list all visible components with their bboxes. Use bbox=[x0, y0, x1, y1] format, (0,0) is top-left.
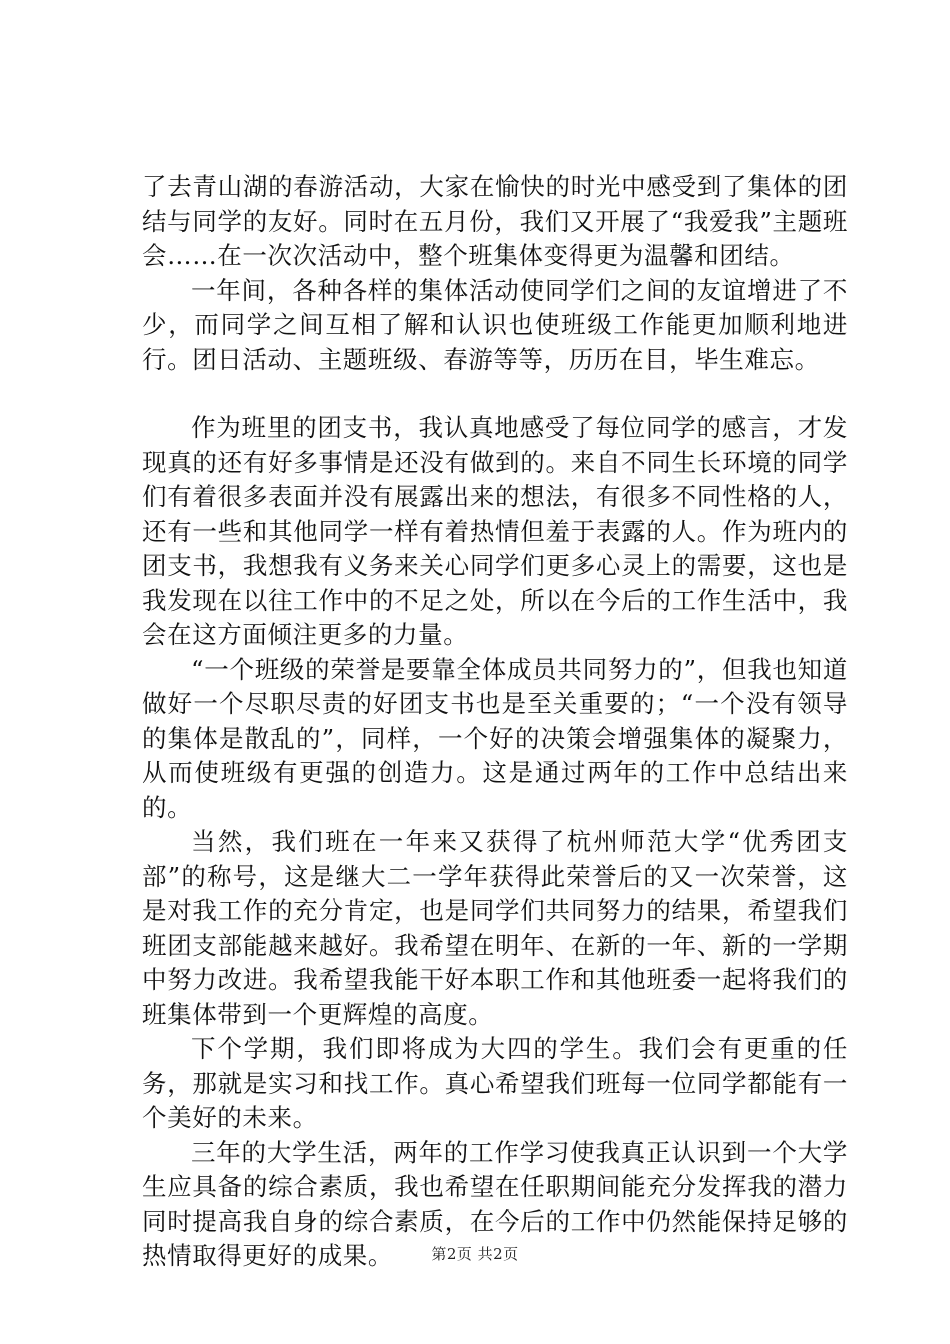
paragraph: 一年间，各种各样的集体活动使同学们之间的友谊增进了不少，而同学之间互相了解和认识也使班级工作能更加顺利地进行。团日活动、主题班级、春游等等，历历在目，毕生难忘。 bbox=[142, 275, 848, 374]
paragraph-spacer bbox=[142, 377, 848, 411]
paragraph: 作为班里的团支书，我认真地感受了每位同学的感言，才发现真的还有好多事情是还没有做到的。来自不同生长环境的同学们有着很多表面并没有展露出来的想法，有很多不同性格的人，还有一些和其他同学一样有着热情但羞于表露的人。作为班内的团支书，我想我有义务来关心同学们更多心灵上的需要，这也是我发现在以往工作中的不足之处，所以在今后的工作生活中，我会在这方面倾注更多的力量。 bbox=[142, 413, 848, 649]
paragraph: 当然，我们班在一年来又获得了杭州师范大学“优秀团支部”的称号，这是继大二一学年获得此荣誉后的又一次荣誉，这是对我工作的充分肯定，也是同学们共同努力的结果，希望我们班团支部能越来越好。我希望在明年、在新的一年、新的一学期中努力改进。我希望我能干好本职工作和其他班委一起将我们的班集体带到一个更辉煌的高度。 bbox=[142, 827, 848, 1029]
paragraph: 三年的大学生活，两年的工作学习使我真正认识到一个大学生应具备的综合素质，我也希望在任职期间能充分发挥我的潜力同时提高我自身的综合素质，在今后的工作中仍然能保持足够的热情取得更好的成果。 bbox=[142, 1137, 848, 1270]
paragraph: “一个班级的荣誉是要靠全体成员共同努力的”，但我也知道做好一个尽职尽责的好团支书也是至关重要的；“一个没有领导的集体是散乱的”，同样，一个好的决策会增强集体的凝聚力，从而使班级有更强的创造力。这是通过两年的工作中总结出来的。 bbox=[142, 654, 848, 822]
paragraph-continued: 了去青山湖的春游活动，大家在愉快的时光中感受到了集体的团结与同学的友好。同时在五月份，我们又开展了“我爱我”主题班会……在一次次活动中，整个班集体变得更为温馨和团结。 bbox=[142, 172, 848, 270]
page-number-footer: 第2页 共2页 bbox=[431, 1245, 519, 1263]
paragraph: 下个学期，我们即将成为大四的学生。我们会有更重的任务，那就是实习和找工作。真心希望我们班每一位同学都能有一个美好的未来。 bbox=[142, 1034, 848, 1132]
document-body bbox=[142, 170, 848, 1274]
